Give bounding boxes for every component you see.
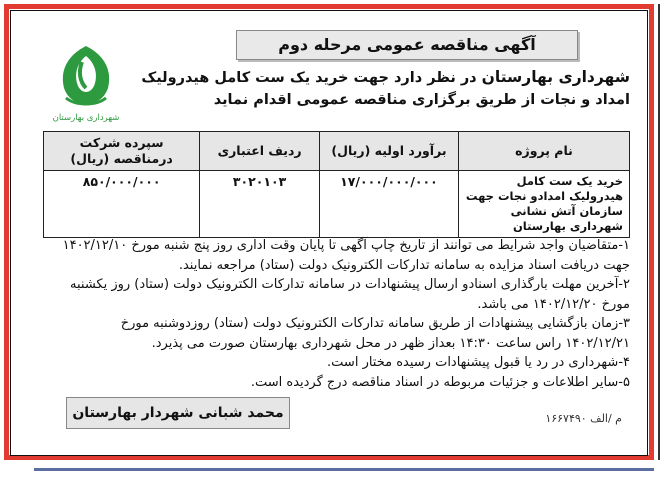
table-row	[44, 171, 630, 238]
condition-item: ۵-سایر اطلاعات و جزئیات مربوطه در اسناد مناقصه درج گردیده است.	[250, 374, 630, 390]
notice-intro	[140, 66, 630, 111]
intro-city: شهرداری بهارستان	[481, 68, 630, 86]
cell-deposit: ۸۵۰/۰۰۰/۰۰۰	[44, 171, 200, 238]
ad-code: م /الف ۱۶۶۷۴۹۰	[545, 412, 622, 425]
header-deposit: سپرده شرکت درمناقصه (ریال)	[44, 132, 200, 171]
logo-caption: شهرداری بهارستان	[52, 113, 120, 123]
intro-text: در نظر دارد جهت خرید یک ست کامل هیدرولیک امداد و نجات از طریق برگزاری مناقصه عمومی اقدام نماید	[141, 70, 630, 108]
condition-item: ۳-زمان بازگشایی پیشنهادات از طریق سامانه تدارکات الکترونیک دولت (ستاد) روزدوشنبه مورخ ۱۴۰۲/۱۲/۲۱ راس ساعت ۱۴:۳۰ بعداز ظهر در محل شهرداری بهارستان صورت می پذیرد.	[120, 316, 630, 351]
column-divider	[658, 4, 660, 460]
header-estimate: برآورد اولیه (ریال)	[319, 132, 458, 171]
cell-budget-row: ۳۰۲۰۱۰۳	[200, 171, 320, 238]
notice-title: آگهی مناقصه عمومی مرحله دوم	[236, 30, 578, 60]
condition-item: ۱-متقاضیان واجد شرایط می توانند از تاریخ چاپ آگهی تا پایان وقت اداری روز پنج شنبه مورخ ۱۴۰۲/۱۲/۱۰ جهت دریافت اسناد مزایده به سامانه تدارکات الکترونیک دولت (ستاد) مراجعه نمایند.	[62, 238, 630, 273]
condition-item: ۲-آخرین مهلت بارگذاری اسنادو ارسال پیشنهادات در سامانه تدارکات الکترونیک دولت (ستاد) روز یکشنبه مورخ ۱۴۰۲/۱۲/۲۰ می باشد.	[70, 277, 630, 312]
cell-estimate: ۱۷/۰۰۰/۰۰۰/۰۰۰	[319, 171, 458, 238]
municipality-logo-icon	[52, 42, 120, 124]
page-bottom-rule	[34, 468, 654, 471]
header-budget-row: ردیف اعتباری	[200, 132, 320, 171]
condition-item: ۴-شهرداری در رد یا قبول پیشنهادات رسیده مختار است.	[327, 355, 630, 370]
header-project-name: نام پروژه	[458, 132, 629, 171]
project-table	[43, 131, 630, 238]
table-header-row	[44, 132, 630, 171]
cell-project-name: خرید یک ست کامل هیدرولیک امدادو نجات جهت سازمان آتش نشانی شهرداری بهارستان	[458, 171, 629, 238]
signature: محمد شبانی شهردار بهارستان	[66, 397, 290, 429]
conditions-list	[52, 236, 630, 392]
